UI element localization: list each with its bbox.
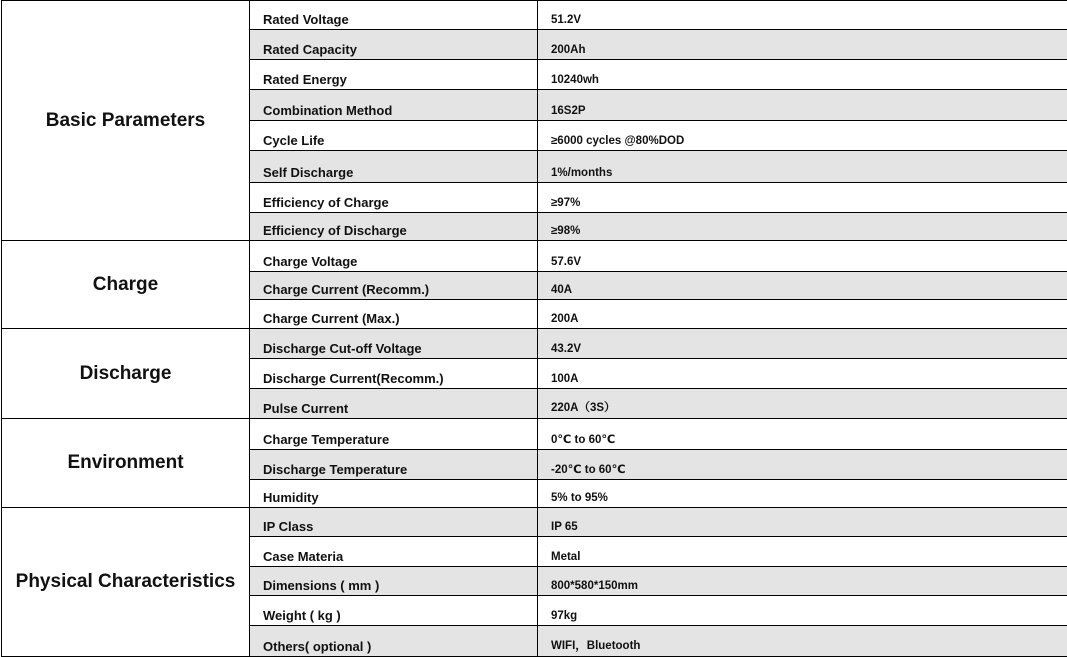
parameter-value: 10240wh [538,60,1067,90]
group-title: Environment [2,418,250,507]
parameter-value: ≥6000 cycles @80%DOD [538,120,1067,150]
parameter-name: Dimensions ( mm ) [250,567,538,595]
parameter-value: 220A（3S） [538,388,1067,418]
parameter-value: ≥97% [538,182,1067,212]
parameter-name: Others( optional ) [250,625,538,656]
parameter-value: 43.2V [538,329,1067,358]
parameter-name: Cycle Life [250,120,538,150]
parameter-value: 51.2V [538,1,1067,30]
table-row [2,508,1067,537]
parameter-value: 57.6V [538,241,1067,272]
parameter-name: Discharge Current(Recomm.) [250,358,538,388]
parameter-value: 40A [538,272,1067,300]
group-title: Basic Parameters [2,1,250,241]
parameter-value: -20℃ to 60℃ [538,449,1067,479]
parameter-value: IP 65 [538,508,1067,537]
parameter-value: Metal [538,537,1067,567]
table-row [2,241,1067,272]
parameter-value: 5% to 95% [538,480,1067,508]
parameter-value: 800*580*150mm [538,567,1067,595]
spec-table-body [2,1,1067,657]
group-title: Physical Characteristics [2,508,250,657]
parameter-name: Case Materia [250,537,538,567]
group-title: Discharge [2,329,250,418]
parameter-name: Charge Temperature [250,418,538,449]
battery-spec-table [1,0,1067,657]
parameter-name: Discharge Temperature [250,449,538,479]
parameter-value: 200Ah [538,30,1067,60]
parameter-name: Self Discharge [250,150,538,182]
parameter-name: Weight ( kg ) [250,595,538,625]
parameter-value: 100A [538,358,1067,388]
parameter-name: Charge Voltage [250,241,538,272]
parameter-value: 97kg [538,595,1067,625]
parameter-value: 16S2P [538,90,1067,120]
parameter-name: Pulse Current [250,388,538,418]
parameter-name: Charge Current (Max.) [250,300,538,329]
parameter-value: ≥98% [538,212,1067,240]
parameter-value: WIFI，Bluetooth [538,625,1067,656]
parameter-name: Rated Capacity [250,30,538,60]
parameter-value: 200A [538,300,1067,329]
parameter-name: Combination Method [250,90,538,120]
table-row [2,1,1067,30]
parameter-name: Rated Energy [250,60,538,90]
parameter-name: Efficiency of Discharge [250,212,538,240]
group-title: Charge [2,241,250,329]
parameter-name: Charge Current (Recomm.) [250,272,538,300]
parameter-value: 1%/months [538,150,1067,182]
table-row [2,329,1067,358]
parameter-value: 0℃ to 60℃ [538,418,1067,449]
parameter-name: Discharge Cut-off Voltage [250,329,538,358]
parameter-name: Rated Voltage [250,1,538,30]
parameter-name: Humidity [250,480,538,508]
parameter-name: Efficiency of Charge [250,182,538,212]
parameter-name: IP Class [250,508,538,537]
table-row [2,418,1067,449]
